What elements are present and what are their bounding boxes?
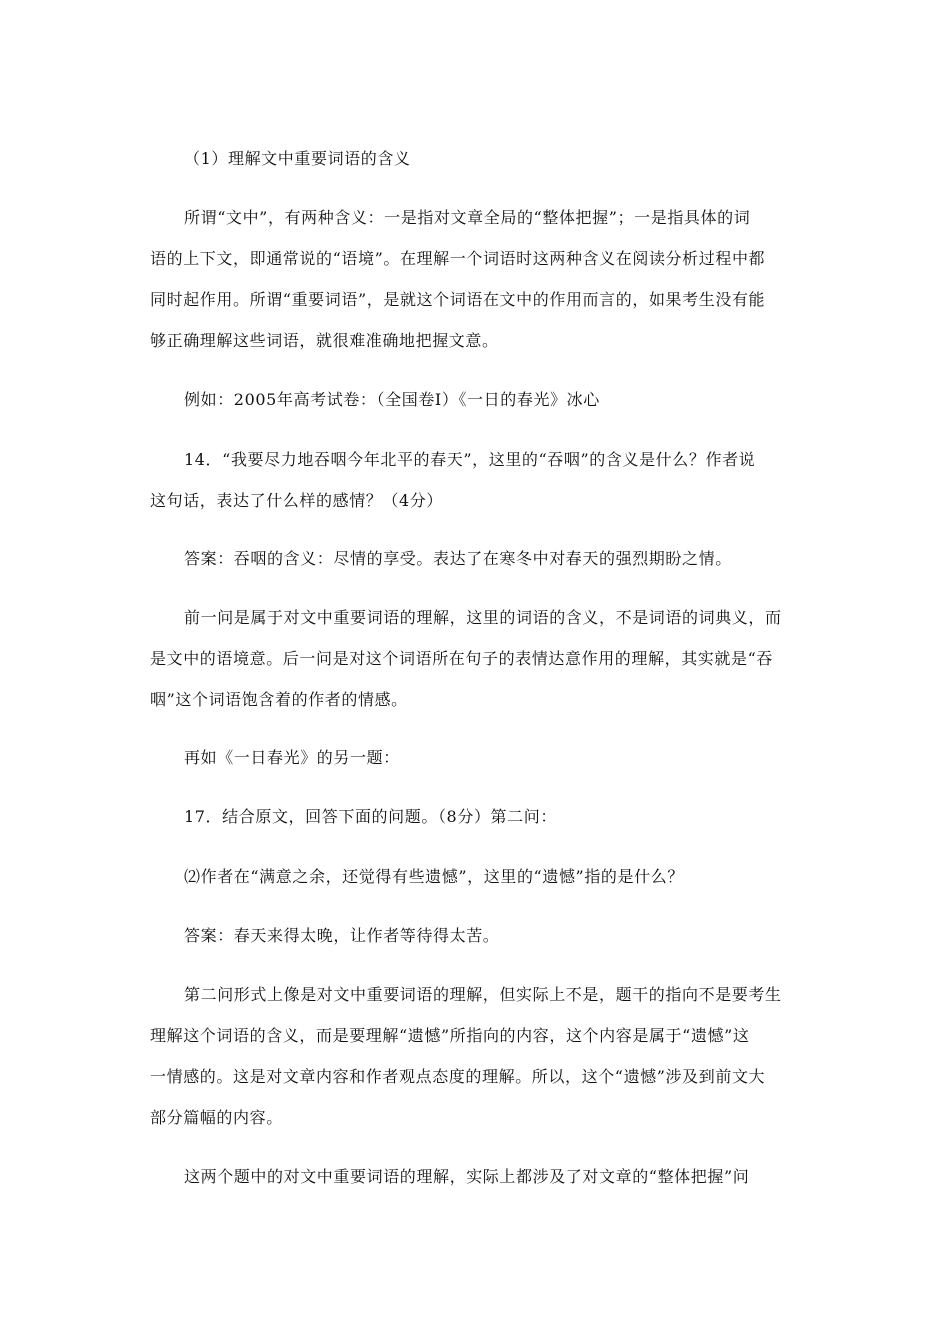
paragraph-analysis-14: [150, 597, 800, 720]
paragraph-answer-14: [150, 538, 800, 579]
paragraph-meaning-definition: [150, 197, 800, 361]
text-line: 咽”这个词语饱含着的作者的情感。: [150, 690, 408, 709]
text-line: 部分篇幅的内容。: [150, 1108, 283, 1127]
paragraph-sub-question: [150, 856, 800, 897]
paragraph-analysis-17: [150, 974, 800, 1138]
paragraph-example-source: [150, 379, 800, 420]
section-heading: [150, 138, 800, 179]
text-line: 再如《一日春光》的另一题：: [184, 748, 400, 767]
text-line: 是文中的语境意。后一问是对这个词语所在句子的表情达意作用的理解，其实就是“吞: [150, 649, 773, 668]
text-line: 理解这个词语的含义，而是要理解“遗憾”所指向的内容，这个内容是属于“遗憾”这: [150, 1026, 750, 1045]
text-line: 同时起作用。所谓“重要词语”，是就这个词语在文中的作用而言的，如果考生没有能: [150, 290, 766, 309]
paragraph-question-14: [150, 439, 800, 521]
text-line: 第二问形式上像是对文中重要词语的理解，但实际上不是，题干的指向不是要考生: [184, 985, 782, 1004]
paragraph-question-17: [150, 796, 800, 837]
text-line: 答案：吞咽的含义：尽情的享受。表达了在寒冬中对春天的强烈期盼之情。: [184, 549, 732, 568]
text-line: 这句话，表达了什么样的感情？（4分）: [150, 491, 443, 510]
text-line: 14．“我要尽力地吞咽今年北平的春天”，这里的“吞咽”的含义是什么？作者说: [184, 450, 756, 469]
text-line: 够正确理解这些词语，就很难准确地把握文意。: [150, 331, 499, 350]
text-line: 答案：春天来得太晚，让作者等待得太苦。: [184, 926, 500, 945]
text-line: 所谓“文中”，有两种含义：一是指对文章全局的“整体把握”；一是指具体的词: [184, 208, 751, 227]
text-line: ⑵作者在“满意之余，还觉得有些遗憾”，这里的“遗憾”指的是什么？: [184, 867, 684, 886]
paragraph-answer-17: [150, 915, 800, 956]
paragraph-another-example: [150, 737, 800, 778]
text-line: 前一问是属于对文中重要词语的理解，这里的词语的含义，不是词语的词典义，而: [184, 608, 782, 627]
text-line: 这两个题中的对文中重要词语的理解，实际上都涉及了对文章的“整体把握”问: [184, 1167, 750, 1186]
text-line: 例如：2005年高考试卷：（全国卷Ⅰ）《一日的春光》冰心: [184, 390, 600, 409]
paragraph-conclusion: [150, 1156, 800, 1197]
text-line: 语的上下文，即通常说的“语境”。在理解一个词语时这两种含义在阅读分析过程中都: [150, 249, 766, 268]
heading-text: （1）理解文中重要词语的含义: [184, 149, 411, 168]
text-line: 17．结合原文，回答下面的问题。（8分）第二问：: [184, 807, 557, 826]
text-line: 一情感的。这是对文章内容和作者观点态度的理解。所以，这个“遗憾”涉及到前文大: [150, 1067, 766, 1086]
